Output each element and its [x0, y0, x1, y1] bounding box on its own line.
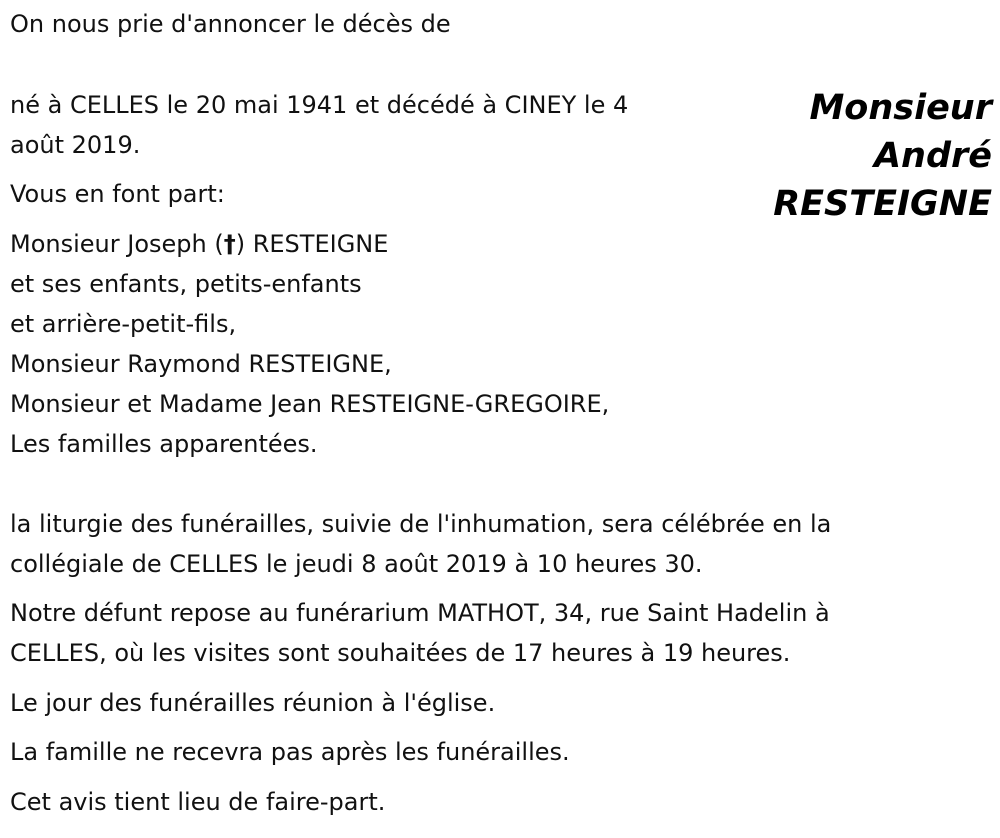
family-line-2: et ses enfants, petits-enfants	[10, 270, 362, 298]
joseph-prefix: Monsieur Joseph (	[10, 230, 224, 258]
deceased-title: Monsieur	[809, 88, 992, 128]
deceased-last-name: RESTEIGNE	[773, 184, 992, 224]
deceased-name	[773, 84, 992, 228]
no-reception-text: La famille ne recevra pas après les funérailles.	[10, 738, 570, 766]
funeral-line-2: collégiale de CELLES le jeudi 8 août 2019 à 10 heures 30.	[10, 550, 703, 578]
joseph-suffix: ) RESTEIGNE	[235, 230, 389, 258]
family-line-joseph	[10, 224, 388, 264]
family-line-6: Les familles apparentées.	[10, 430, 318, 458]
meeting-text: Le jour des funérailles réunion à l'église.	[10, 689, 496, 717]
family-line-4: Monsieur Raymond RESTEIGNE,	[10, 350, 392, 378]
intro-text: On nous prie d'annoncer le décès de	[10, 10, 451, 38]
birth-death-line-1: né à CELLES le 20 mai 1941 et décédé à CINEY le 4	[10, 91, 629, 119]
repose-line-1: Notre défunt repose au funérarium MATHOT, 34, rue Saint Hadelin à	[10, 599, 830, 627]
announcers-heading: Vous en font part:	[10, 180, 225, 208]
repose-line-2: CELLES, où les visites sont souhaitées de 17 heures à 19 heures.	[10, 639, 791, 667]
cross-icon: †	[223, 230, 236, 258]
closing-text: Cet avis tient lieu de faire-part.	[10, 788, 386, 816]
birth-death-line-2: août 2019.	[10, 131, 141, 159]
family-line-3: et arrière-petit-fils,	[10, 310, 237, 338]
funeral-line-1: la liturgie des funérailles, suivie de l'inhumation, sera célébrée en la	[10, 510, 832, 538]
deceased-first-name: André	[873, 136, 992, 176]
family-line-5: Monsieur et Madame Jean RESTEIGNE-GREGOIRE,	[10, 390, 610, 418]
